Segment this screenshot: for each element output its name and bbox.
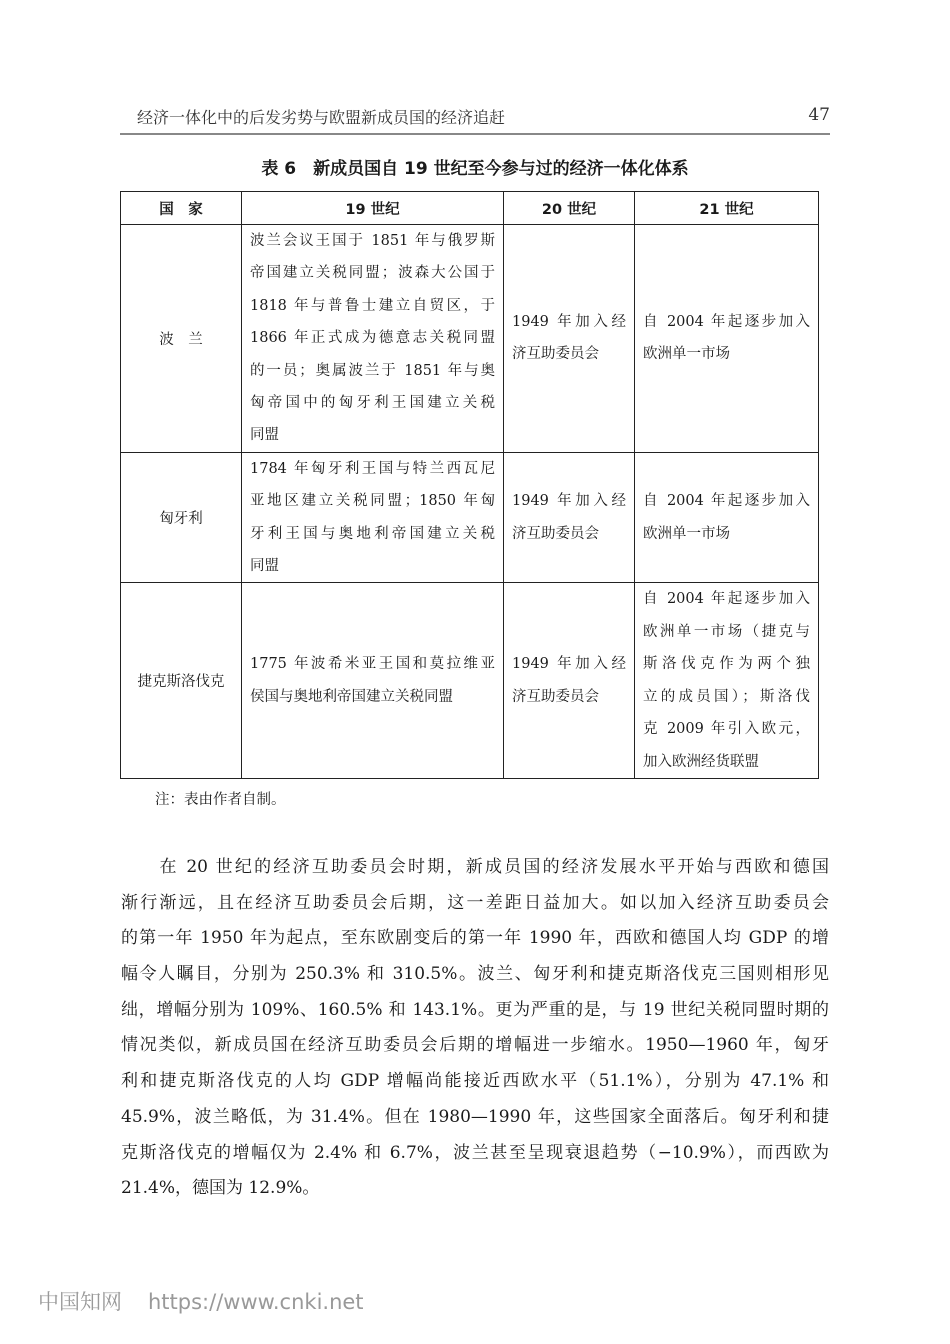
cell-line: 波兰会议王国于 1851 年与俄罗斯 bbox=[250, 233, 495, 249]
table-header-row bbox=[121, 192, 819, 225]
cell-line: 加入欧洲经货联盟 bbox=[643, 753, 759, 770]
body-line: 幅令人瞩目，分别为 250.3% 和 310.5%。波兰、匈牙利和捷克斯洛伐克三国则相形见 bbox=[121, 964, 829, 985]
column-header-20th-century: 20 世纪 bbox=[504, 192, 635, 225]
header-divider bbox=[120, 133, 830, 135]
cell-line: 欧洲单一市场（捷克与 bbox=[643, 623, 810, 640]
cell-c20 bbox=[504, 225, 635, 453]
column-header-country: 国 家 bbox=[121, 192, 242, 225]
country-cell: 捷克斯洛伐克 bbox=[121, 583, 242, 778]
body-line: 克斯洛伐克的增幅仅为 2.4% 和 6.7%，波兰甚至呈现衰退趋势（−10.9%），而西欧为 bbox=[121, 1142, 829, 1163]
body-line: 45.9%，波兰略低，为 31.4%。但在 1980—1990 年，这些国家全面落后。匈牙利和捷 bbox=[121, 1106, 829, 1127]
cell-line: 自 2004 年起逐步加入 bbox=[643, 493, 810, 510]
column-header-19th-century: 19 世纪 bbox=[242, 192, 504, 225]
integration-table bbox=[120, 191, 819, 779]
cell-line: 自 2004 年起逐步加入 bbox=[643, 314, 810, 331]
cell-c21 bbox=[635, 452, 819, 583]
cell-line: 立的成员国）；斯洛伐 bbox=[643, 688, 810, 705]
cell-line: 侯国与奥地利帝国建立关税同盟 bbox=[250, 688, 453, 705]
page-number: 47 bbox=[808, 105, 830, 125]
cell-line: 帝国建立关税同盟；波森大公国于 bbox=[250, 265, 495, 282]
cell-line: 1866 年正式成为德意志关税同盟 bbox=[250, 330, 495, 347]
cell-line: 同盟 bbox=[250, 427, 279, 444]
body-line: 在 20 世纪的经济互助委员会时期，新成员国的经济发展水平开始与西欧和德国 bbox=[121, 857, 829, 877]
cell-line: 1784 年匈牙利王国与特兰西瓦尼 bbox=[250, 460, 495, 477]
body-paragraph bbox=[121, 850, 829, 1207]
cell-line: 亚地区建立关税同盟；1850 年匈 bbox=[250, 493, 495, 510]
cell-line: 1818 年与普鲁士建立自贸区，于 bbox=[250, 297, 495, 314]
column-header-21st-century: 21 世纪 bbox=[635, 192, 819, 225]
cnki-watermark bbox=[38, 1286, 390, 1316]
cell-c19 bbox=[242, 452, 504, 583]
cell-line: 1949 年加入经 bbox=[512, 314, 626, 331]
body-line: 渐行渐远，且在经济互助委员会后期，这一差距日益加大。如以加入经济互助委员会 bbox=[121, 892, 829, 913]
cell-line: 欧洲单一市场 bbox=[643, 525, 730, 542]
cell-c19 bbox=[242, 225, 504, 453]
cell-line: 斯洛伐克作为两个独 bbox=[643, 656, 810, 673]
cell-line: 济互助委员会 bbox=[512, 688, 599, 705]
watermark-url: https://www.cnki.net bbox=[148, 1290, 364, 1314]
table-note: 注：表由作者自制。 bbox=[155, 792, 286, 808]
cell-line: 济互助委员会 bbox=[512, 346, 599, 363]
cell-line: 1775 年波希米亚王国和莫拉维亚 bbox=[250, 656, 495, 673]
cell-line: 济互助委员会 bbox=[512, 525, 599, 542]
cell-line: 欧洲单一市场 bbox=[643, 346, 730, 363]
table-row bbox=[121, 583, 819, 778]
running-head-title: 经济一体化中的后发劣势与欧盟新成员国的经济追赶 bbox=[137, 108, 506, 127]
body-line: 绌，增幅分别为 109%、160.5% 和 143.1%。更为严重的是，与 19 世纪关税同盟时期的 bbox=[121, 999, 829, 1020]
table-row bbox=[121, 225, 819, 453]
cell-line: 牙利王国与奥地利帝国建立关税 bbox=[250, 525, 495, 542]
cell-line: 的一员；奥属波兰于 1851 年与奥 bbox=[250, 362, 495, 379]
body-line: 21.4%，德国为 12.9%。 bbox=[121, 1178, 320, 1199]
body-line: 利和捷克斯洛伐克的人均 GDP 增幅尚能接近西欧水平（51.1%），分别为 47.1% 和 bbox=[121, 1071, 829, 1092]
watermark-brand: 中国知网 bbox=[38, 1290, 122, 1314]
cell-c21 bbox=[635, 225, 819, 453]
cell-line: 1949 年加入经 bbox=[512, 656, 626, 673]
cell-c19 bbox=[242, 583, 504, 778]
cell-line: 同盟 bbox=[250, 558, 279, 575]
body-line: 的第一年 1950 年为起点，至东欧剧变后的第一年 1990 年，西欧和德国人均 GDP 的增 bbox=[121, 928, 829, 949]
body-line: 情况类似，新成员国在经济互助委员会后期的增幅进一步缩水。1950—1960 年，匈牙 bbox=[121, 1035, 829, 1056]
cell-line: 匈帝国中的匈牙利王国建立关税 bbox=[250, 395, 495, 412]
cell-c21 bbox=[635, 583, 819, 778]
country-cell: 波 兰 bbox=[121, 225, 242, 453]
cell-c20 bbox=[504, 452, 635, 583]
cell-line: 1949 年加入经 bbox=[512, 493, 626, 510]
table-row bbox=[121, 452, 819, 583]
cell-c20 bbox=[504, 583, 635, 778]
table-title: 表 6 新成员国自 19 世纪至今参与过的经济一体化体系 bbox=[261, 159, 689, 179]
cell-line: 自 2004 年起逐步加入 bbox=[643, 591, 810, 608]
cell-line: 克 2009 年引入欧元， bbox=[643, 721, 810, 738]
country-cell: 匈牙利 bbox=[121, 452, 242, 583]
